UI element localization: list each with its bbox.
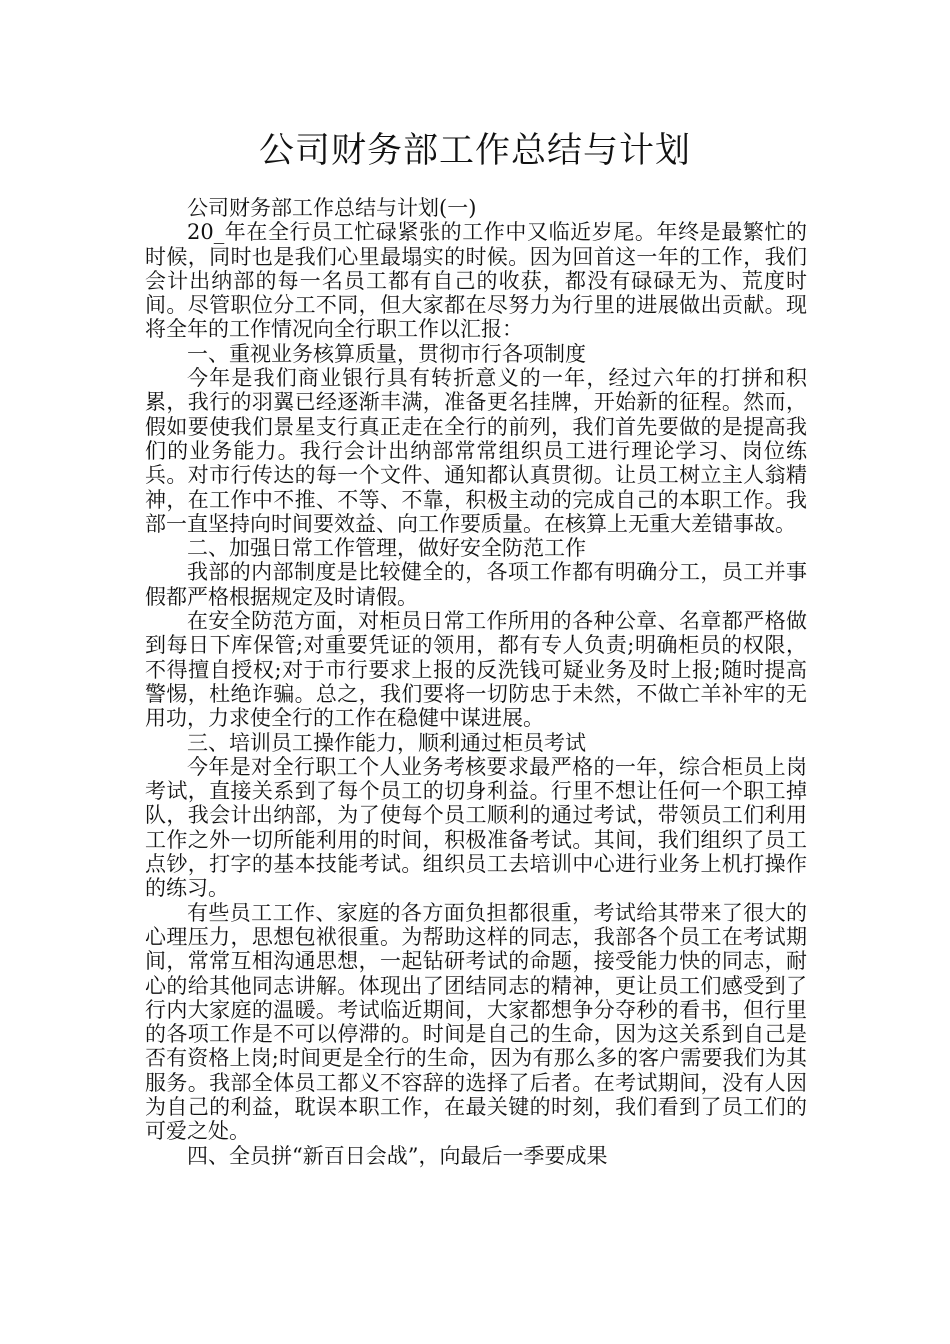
section-2-paragraph-1: 我部的内部制度是比较健全的，各项工作都有明确分工，员工并事假都严格根据规定及时请假。 [145,560,807,609]
subtitle-paragraph: 公司财务部工作总结与计划(一) [187,196,477,220]
section-heading-4: 四、全员拼“新百日会战”，向最后一季要成果 [187,1143,608,1168]
section-heading-2: 二、加强日常工作管理，做好安全防范工作 [187,536,586,561]
section-heading-3: 三、培训员工操作能力，顺利通过柜员考试 [187,730,586,755]
section-1-paragraph: 今年是我们商业银行具有转折意义的一年，经过六年的打拼和积累，我行的羽翼已经逐渐丰满，准备更名挂牌，开始新的征程。然而，假如要使我们景星支行真正走在全行的前列，我们首先要做的是提高我们的业务能力。我行会计出纳部常常组织员工进行理论学习、岗位练兵。对市行传达的每一个文件、通知都认真贯彻。让员工树立主人翁精神，在工作中不推、不等、不靠，积极主动的完成自己的本职工作。我部一直坚持向时间要效益、向工作要质量。在核算上无重大差错事故。 [145,366,807,536]
intro-paragraph: 20_年在全行员工忙碌紧张的工作中又临近岁尾。年终是最繁忙的时候，同时也是我们心里最塌实的时候。因为回首这一年的工作，我们会计出纳部的每一名员工都有自己的收获，都没有碌碌无为、荒度时间。尽管职位分工不同，但大家都在尽努力为行里的进展做出贡献。现将全年的工作情况向全行职工作以汇报： [145,220,807,342]
section-2-paragraph-2: 在安全防范方面，对柜员日常工作所用的各种公章、名章都严格做到每日下库保管;对重要凭证的领用，都有专人负责;明确柜员的权限，不得擅自授权;对于市行要求上报的反洗钱可疑业务及时上报;随时提高警惕，杜绝诈骗。总之，我们要将一切防忠于未然，不做亡羊补牢的无用功，力求使全行的工作在稳健中谋进展。 [145,609,807,731]
document-title: 公司财务部工作总结与计划 [258,131,691,171]
section-3-paragraph-1: 今年是对全行职工个人业务考核要求最严格的一年，综合柜员上岗考试，直接关系到了每个员工的切身利益。行里不想让任何一个职工掉队，我会计出纳部，为了使每个员工顺利的通过考试，带领员工们利用工作之外一切所能利用的时间，积极准备考试。其间，我们组织了员工点钞，打字的基本技能考试。组织员工去培训中心进行业务上机打操作的练习。 [145,754,807,901]
section-heading-1: 一、重视业务核算质量，贯彻市行各项制度 [187,341,586,366]
document-body [145,196,807,1168]
section-3-paragraph-2: 有些员工工作、家庭的各方面负担都很重，考试给其带来了很大的心理压力，思想包袱很重。为帮助这样的同志，我部各个员工在考试期间，常常互相沟通思想，一起钻研考试的命题，接受能力快的同志，耐心的给其他同志讲解。体现出了团结同志的精神，更让员工们感受到了行内大家庭的温暖。考试临近期间，大家都想争分夺秒的看书，但行里的各项工作是不可以停滞的。时间是自己的生命，因为这关系到自己是否有资格上岗;时间更是全行的生命，因为有那么多的客户需要我们为其服务。我部全体员工都义不容辞的选择了后者。在考试期间，没有人因为自己的利益，耽误本职工作，在最关键的时刻，我们看到了员工们的可爱之处。 [145,900,807,1144]
